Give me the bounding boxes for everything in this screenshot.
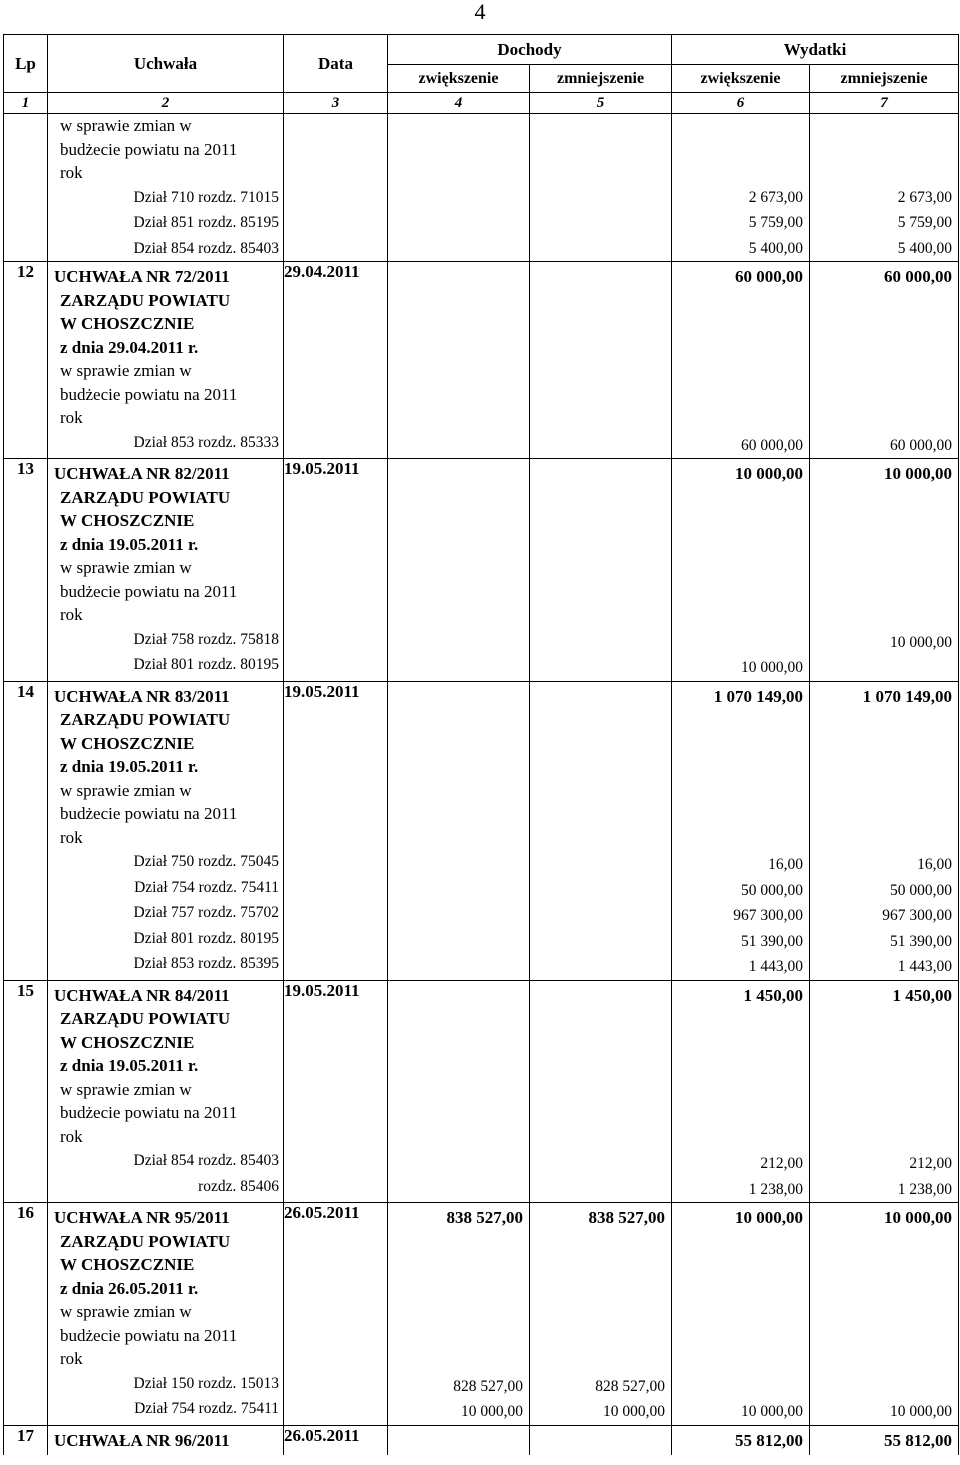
resolution-description: w sprawie zmian w (60, 558, 192, 577)
lp-cell: 13 (4, 459, 48, 682)
resolution-description: budżecie powiatu na 2011 (60, 1325, 238, 1345)
resolution-description: w sprawie zmian w (60, 1079, 192, 1099)
total-dochody-zmniejszenie (530, 981, 671, 1008)
total-dochody-zwiekszenie (388, 459, 529, 486)
value-cell-dochody-zmniejszenie (530, 262, 672, 459)
total-dochody-zmniejszenie (530, 459, 671, 486)
resolution-section (4, 459, 959, 682)
spacer (530, 1452, 671, 1455)
total-wydatki-zmniejszenie: 1 070 149,00 (862, 686, 953, 706)
resolution-section (4, 681, 959, 980)
spacer (530, 114, 671, 185)
spacer (388, 289, 529, 433)
resolution-cell (48, 1425, 284, 1455)
value-cell-wydatki-zwiekszenie (672, 1425, 810, 1455)
resolution-line: ZARZĄDU POWIATU (60, 1009, 231, 1028)
resolution-description: rok (60, 163, 83, 182)
budget-changes-table (3, 34, 959, 1455)
amount-dochody-zwiekszenie (388, 929, 529, 955)
resolution-date: 19.05.2011 (284, 459, 388, 682)
value-cell-dochody-zmniejszenie (530, 114, 672, 262)
resolution-description: rok (60, 605, 83, 624)
resolution-title: UCHWAŁA NR 84/2011 (54, 985, 230, 1005)
resolution-line: ZARZĄDU POWIATU (60, 487, 231, 507)
amount-wydatki-zwiekszenie: 16,00 (768, 856, 804, 873)
amount-wydatki-zmniejszenie: 51 390,00 (890, 932, 953, 950)
resolution-line: z dnia 19.05.2011 r. (60, 757, 199, 776)
spacer (672, 486, 809, 630)
total-wydatki-zmniejszenie: 55 812,00 (884, 1430, 953, 1450)
lp-cell: 17 (4, 1425, 48, 1455)
amount-dochody-zmniejszenie (530, 655, 671, 681)
spacer (530, 708, 671, 852)
resolution-description: budżecie powiatu na 2011 (60, 384, 238, 404)
spacer (810, 1230, 958, 1374)
header-uchwala: Uchwała (48, 35, 284, 93)
resolution-description: rok (60, 1126, 83, 1146)
value-cell-dochody-zwiekszenie (388, 1203, 530, 1426)
spacer (388, 1007, 529, 1151)
column-number: 1 (4, 93, 48, 114)
amount-dochody-zwiekszenie (388, 655, 529, 681)
total-dochody-zmniejszenie (530, 682, 671, 709)
header-dochody-zmniejszenie: zmniejszenie (530, 65, 672, 93)
resolution-cell (48, 459, 284, 682)
amount-dochody-zwiekszenie (388, 1151, 529, 1177)
resolution-section (4, 1203, 959, 1426)
resolution-text (48, 1426, 283, 1453)
column-number: 5 (530, 93, 672, 114)
header-wydatki-zmniejszenie: zmniejszenie (810, 65, 959, 93)
value-cell-wydatki-zwiekszenie (672, 114, 810, 262)
spacer (810, 486, 958, 630)
column-number: 3 (284, 93, 388, 114)
spacer (530, 486, 671, 630)
resolution-line: z dnia 26.05.2011 r. (60, 1278, 199, 1298)
resolution-description: rok (60, 1349, 83, 1368)
total-dochody-zwiekszenie (388, 981, 529, 1008)
amount-dochody-zmniejszenie: 10 000,00 (603, 1403, 666, 1420)
value-cell-dochody-zmniejszenie (530, 980, 672, 1203)
spacer (530, 1007, 671, 1151)
value-cell-wydatki-zmniejszenie (810, 262, 959, 459)
spacer (672, 1230, 809, 1374)
total-wydatki-zwiekszenie: 1 450,00 (743, 985, 804, 1005)
amount-wydatki-zmniejszenie: 60 000,00 (890, 436, 953, 454)
amount-dochody-zwiekszenie (388, 433, 529, 459)
total-dochody-zmniejszenie: 838 527,00 (588, 1208, 666, 1227)
lp-cell: 15 (4, 980, 48, 1203)
amount-wydatki-zwiekszenie: 967 300,00 (733, 907, 804, 924)
dzial-label: Dział 801 rozdz. 80195 (133, 656, 279, 673)
resolution-cell (48, 980, 284, 1203)
header-dochody-zwiekszenie: zwiększenie (388, 65, 530, 93)
amount-wydatki-zwiekszenie: 5 400,00 (748, 239, 804, 257)
value-cell-wydatki-zwiekszenie (672, 980, 810, 1203)
spacer (388, 114, 529, 185)
total-wydatki-zwiekszenie: 1 070 149,00 (713, 686, 804, 706)
resolution-description: rok (60, 827, 83, 847)
resolution-date (284, 114, 388, 262)
value-cell-dochody-zwiekszenie (388, 1425, 530, 1455)
amount-wydatki-zwiekszenie (672, 1374, 809, 1400)
amount-wydatki-zwiekszenie: 50 000,00 (741, 881, 804, 899)
amount-dochody-zwiekszenie (388, 236, 529, 262)
amount-wydatki-zwiekszenie: 10 000,00 (741, 659, 804, 676)
dzial-label: Dział 758 rozdz. 75818 (133, 630, 279, 648)
resolution-text (48, 114, 283, 185)
spacer (388, 708, 529, 852)
resolution-date: 29.04.2011 (284, 262, 388, 459)
dzial-label: Dział 801 rozdz. 80195 (133, 929, 279, 947)
total-wydatki-zmniejszenie: 1 450,00 (892, 985, 953, 1005)
amount-wydatki-zmniejszenie (810, 1374, 958, 1400)
dzial-label: rozdz. 85406 (198, 1177, 279, 1195)
amount-wydatki-zmniejszenie (810, 655, 958, 681)
spacer (530, 1230, 671, 1374)
amount-wydatki-zwiekszenie: 51 390,00 (741, 932, 804, 950)
column-number: 6 (672, 93, 810, 114)
amount-wydatki-zmniejszenie: 1 238,00 (897, 1180, 953, 1198)
amount-dochody-zmniejszenie: 828 527,00 (595, 1377, 666, 1395)
resolution-description: budżecie powiatu na 2011 (60, 139, 238, 159)
resolution-line: W CHOSZCZNIE (60, 314, 195, 333)
resolution-line: ZARZĄDU POWIATU (60, 290, 231, 310)
resolution-line: W CHOSZCZNIE (60, 1255, 195, 1274)
amount-wydatki-zmniejszenie: 5 400,00 (897, 239, 953, 257)
amount-wydatki-zmniejszenie: 50 000,00 (890, 881, 953, 899)
dzial-label: Dział 757 rozdz. 75702 (133, 904, 279, 921)
value-cell-wydatki-zwiekszenie (672, 459, 810, 682)
amount-wydatki-zwiekszenie: 60 000,00 (741, 436, 804, 454)
amount-dochody-zmniejszenie (530, 185, 671, 211)
resolution-description: w sprawie zmian w (60, 1302, 192, 1321)
resolution-cell (48, 262, 284, 459)
amount-wydatki-zwiekszenie: 10 000,00 (741, 1403, 804, 1420)
resolution-section (4, 262, 959, 459)
value-cell-wydatki-zwiekszenie (672, 681, 810, 980)
resolution-text (48, 682, 283, 850)
resolution-line: z dnia 19.05.2011 r. (60, 1056, 199, 1075)
column-number: 4 (388, 93, 530, 114)
amount-dochody-zmniejszenie (530, 210, 671, 236)
resolution-section (4, 980, 959, 1203)
value-cell-dochody-zmniejszenie (530, 459, 672, 682)
amount-dochody-zwiekszenie: 828 527,00 (453, 1377, 523, 1395)
amount-dochody-zwiekszenie (388, 210, 529, 236)
dzial-label: Dział 854 rozdz. 85403 (133, 1152, 279, 1169)
amount-dochody-zwiekszenie (388, 852, 529, 878)
resolution-title: UCHWAŁA NR 95/2011 (54, 1208, 230, 1227)
resolution-cell (48, 114, 284, 262)
total-wydatki-zwiekszenie: 10 000,00 (735, 464, 804, 483)
amount-dochody-zwiekszenie (388, 630, 529, 656)
total-wydatki-zwiekszenie: 55 812,00 (735, 1430, 804, 1450)
resolution-text (48, 459, 283, 627)
total-dochody-zwiekszenie (388, 262, 529, 289)
dzial-label: Dział 150 rozdz. 15013 (133, 1374, 279, 1392)
amount-dochody-zmniejszenie (530, 903, 671, 929)
resolution-line: ZARZĄDU POWIATU (60, 710, 231, 729)
total-dochody-zwiekszenie (388, 1426, 529, 1453)
amount-wydatki-zmniejszenie: 10 000,00 (890, 1403, 953, 1420)
resolution-date: 26.05.2011 (284, 1203, 388, 1426)
header-lp: Lp (4, 35, 48, 93)
resolution-text (48, 981, 283, 1149)
dzial-label: Dział 853 rozdz. 85333 (133, 433, 279, 451)
total-wydatki-zwiekszenie: 10 000,00 (735, 1208, 804, 1227)
header-wydatki: Wydatki (672, 35, 959, 65)
amount-dochody-zmniejszenie (530, 433, 671, 459)
amount-dochody-zwiekszenie (388, 878, 529, 904)
resolution-line: ZARZĄDU POWIATU (60, 1231, 231, 1251)
spacer (672, 708, 809, 852)
value-cell-wydatki-zmniejszenie (810, 1203, 959, 1426)
spacer (672, 289, 809, 433)
value-cell-dochody-zwiekszenie (388, 459, 530, 682)
header-data: Data (284, 35, 388, 93)
header-dochody: Dochody (388, 35, 672, 65)
spacer (672, 1452, 809, 1455)
total-dochody-zwiekszenie: 838 527,00 (446, 1208, 523, 1227)
spacer (810, 289, 958, 433)
amount-dochody-zmniejszenie (530, 630, 671, 656)
resolution-text (48, 1203, 283, 1371)
amount-wydatki-zwiekszenie (672, 630, 809, 656)
total-wydatki-zwiekszenie: 60 000,00 (735, 267, 804, 286)
spacer (810, 114, 958, 185)
column-number: 7 (810, 93, 959, 114)
total-wydatki-zmniejszenie: 60 000,00 (884, 267, 953, 286)
amount-dochody-zmniejszenie (530, 954, 671, 980)
value-cell-dochody-zmniejszenie (530, 1203, 672, 1426)
amount-dochody-zmniejszenie (530, 878, 671, 904)
resolution-description: budżecie powiatu na 2011 (60, 581, 238, 601)
page-number: 4 (474, 0, 486, 24)
amount-dochody-zmniejszenie (530, 236, 671, 262)
amount-wydatki-zmniejszenie: 2 673,00 (897, 188, 953, 206)
total-dochody-zmniejszenie (530, 262, 671, 289)
value-cell-dochody-zmniejszenie (530, 1425, 672, 1455)
dzial-label: Dział 853 rozdz. 85395 (133, 955, 279, 972)
amount-dochody-zwiekszenie (388, 1177, 529, 1203)
amount-wydatki-zwiekszenie: 1 443,00 (748, 958, 804, 975)
resolution-description: w sprawie zmian w (60, 780, 192, 800)
value-cell-wydatki-zwiekszenie (672, 1203, 810, 1426)
amount-wydatki-zwiekszenie: 2 673,00 (748, 188, 804, 206)
lp-cell: 12 (4, 262, 48, 459)
resolution-title: UCHWAŁA NR 96/2011 (54, 1430, 230, 1450)
amount-dochody-zmniejszenie (530, 852, 671, 878)
spacer (672, 1007, 809, 1151)
resolution-line: W CHOSZCZNIE (60, 1032, 195, 1052)
spacer (530, 289, 671, 433)
total-wydatki-zmniejszenie: 10 000,00 (884, 1208, 953, 1227)
amount-wydatki-zmniejszenie: 10 000,00 (890, 633, 953, 651)
resolution-date: 19.05.2011 (284, 980, 388, 1203)
value-cell-dochody-zwiekszenie (388, 114, 530, 262)
value-cell-wydatki-zmniejszenie (810, 980, 959, 1203)
amount-dochody-zwiekszenie (388, 903, 529, 929)
amount-wydatki-zwiekszenie: 5 759,00 (748, 214, 804, 231)
dzial-label: Dział 710 rozdz. 71015 (133, 188, 279, 206)
amount-dochody-zmniejszenie (530, 1177, 671, 1203)
amount-wydatki-zmniejszenie: 212,00 (909, 1155, 953, 1172)
amount-dochody-zmniejszenie (530, 929, 671, 955)
total-dochody-zmniejszenie (530, 1426, 671, 1453)
spacer (388, 1452, 529, 1455)
resolution-description: w sprawie zmian w (60, 116, 192, 135)
dzial-label: Dział 754 rozdz. 75411 (134, 1400, 279, 1417)
column-numbers-row (4, 93, 959, 114)
amount-wydatki-zwiekszenie: 212,00 (760, 1155, 804, 1172)
header-wydatki-zwiekszenie: zwiększenie (672, 65, 810, 93)
total-dochody-zwiekszenie (388, 682, 529, 709)
spacer (810, 1007, 958, 1151)
spacer (672, 114, 809, 185)
resolution-section (4, 114, 959, 262)
amount-wydatki-zmniejszenie: 1 443,00 (897, 958, 953, 975)
value-cell-wydatki-zmniejszenie (810, 114, 959, 262)
spacer (388, 1230, 529, 1374)
resolution-line: W CHOSZCZNIE (60, 733, 195, 753)
value-cell-wydatki-zwiekszenie (672, 262, 810, 459)
spacer (388, 486, 529, 630)
amount-wydatki-zwiekszenie: 1 238,00 (748, 1180, 804, 1198)
resolution-title: UCHWAŁA NR 82/2011 (54, 464, 230, 483)
amount-wydatki-zmniejszenie: 967 300,00 (882, 907, 953, 924)
resolution-text (48, 262, 283, 430)
resolution-cell (48, 681, 284, 980)
amount-dochody-zwiekszenie: 10 000,00 (461, 1403, 523, 1420)
resolution-line: z dnia 29.04.2011 r. (60, 337, 199, 357)
resolution-description: rok (60, 408, 83, 427)
spacer (810, 1452, 958, 1455)
amount-wydatki-zmniejszenie: 5 759,00 (897, 214, 953, 231)
value-cell-dochody-zwiekszenie (388, 980, 530, 1203)
resolution-line: z dnia 19.05.2011 r. (60, 534, 199, 554)
resolution-line: W CHOSZCZNIE (60, 511, 195, 530)
value-cell-wydatki-zmniejszenie (810, 681, 959, 980)
total-wydatki-zmniejszenie: 10 000,00 (884, 464, 953, 483)
amount-dochody-zwiekszenie (388, 954, 529, 980)
lp-cell: 14 (4, 681, 48, 980)
amount-dochody-zmniejszenie (530, 1151, 671, 1177)
resolution-section (4, 1425, 959, 1455)
resolution-title: UCHWAŁA NR 83/2011 (54, 686, 230, 706)
resolution-description: w sprawie zmian w (60, 361, 192, 380)
amount-wydatki-zmniejszenie: 16,00 (917, 856, 953, 873)
amount-dochody-zwiekszenie (388, 185, 529, 211)
resolution-description: budżecie powiatu na 2011 (60, 804, 238, 823)
dzial-label: Dział 854 rozdz. 85403 (133, 239, 279, 257)
spacer (810, 708, 958, 852)
resolution-date: 26.05.2011 (284, 1425, 388, 1455)
lp-cell (4, 114, 48, 262)
value-cell-dochody-zwiekszenie (388, 262, 530, 459)
resolution-date: 19.05.2011 (284, 681, 388, 980)
value-cell-wydatki-zmniejszenie (810, 1425, 959, 1455)
value-cell-dochody-zwiekszenie (388, 681, 530, 980)
value-cell-dochody-zmniejszenie (530, 681, 672, 980)
column-number: 2 (48, 93, 284, 114)
resolution-title: UCHWAŁA NR 72/2011 (54, 267, 230, 286)
value-cell-wydatki-zmniejszenie (810, 459, 959, 682)
dzial-label: Dział 851 rozdz. 85195 (133, 214, 279, 231)
resolution-cell (48, 1203, 284, 1426)
dzial-label: Dział 754 rozdz. 75411 (134, 878, 279, 896)
dzial-label: Dział 750 rozdz. 75045 (133, 853, 279, 870)
resolution-description: budżecie powiatu na 2011 (60, 1103, 238, 1122)
lp-cell: 16 (4, 1203, 48, 1426)
